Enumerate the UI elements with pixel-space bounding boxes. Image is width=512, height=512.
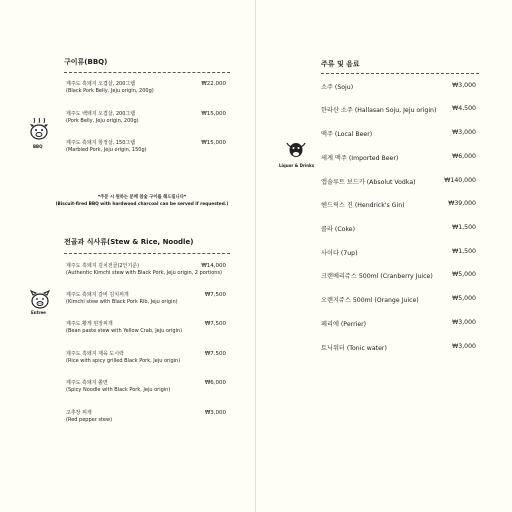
entree-item-price: ₩3,000 bbox=[204, 410, 226, 416]
drink-name: 오렌지쥬스 500ml (Orange Juice) bbox=[321, 297, 419, 304]
drink-price: ₩39,000 bbox=[448, 200, 476, 207]
bbq-divider bbox=[64, 72, 230, 73]
entree-item-desc: (Spicy Noodle with Black Pork, Jeju origin) bbox=[66, 386, 171, 393]
entree-divider bbox=[64, 253, 230, 254]
drink-name: 토닉워터 (Tonic water) bbox=[321, 345, 387, 352]
drink-price: ₩3,000 bbox=[452, 319, 476, 326]
bbq-item bbox=[66, 111, 139, 124]
entree-item bbox=[66, 263, 222, 276]
bbq-item-price: ₩15,000 bbox=[201, 140, 226, 146]
entree-item bbox=[66, 351, 180, 364]
drink-name: 세계 맥주 (Imported Beer) bbox=[321, 155, 399, 162]
bbq-item-price: ₩22,000 bbox=[201, 81, 226, 87]
bbq-note-english: (Biscuit-fired BBQ with hardwood charcoal can be served if requested.) bbox=[55, 202, 229, 207]
entree-item bbox=[66, 321, 182, 334]
drink-name: 크랜베리쥬스 500ml (Cranberry Juice) bbox=[321, 273, 433, 280]
bbq-item-name: 제주도 흑돼지 항정살, 150그램 bbox=[66, 140, 136, 146]
entree-item-price: ₩7,500 bbox=[204, 292, 226, 298]
drink-price: ₩3,000 bbox=[452, 129, 476, 136]
entree-item-name: 제주도 흑돼지 쫄면 bbox=[66, 380, 108, 386]
drink-price: ₩1,500 bbox=[452, 224, 476, 231]
entree-item-desc: (Bean paste stew with Yellow Crab, Jeju origin) bbox=[66, 327, 183, 334]
bbq-item bbox=[66, 81, 154, 94]
drinks-section-title: 주류 및 음료 bbox=[321, 60, 360, 68]
drink-price: ₩140,000 bbox=[444, 177, 476, 184]
drink-name: 앱솔루트 보드카 (Absolut Vodka) bbox=[321, 179, 416, 186]
drinks-icon-label: Liquor & Drinks bbox=[279, 163, 315, 168]
entree-item bbox=[66, 292, 178, 305]
bbq-section-title: 구이류(BBQ) bbox=[64, 58, 108, 66]
entree-section-title: 전골과 식사류(Stew & Rice, Noodle) bbox=[64, 238, 194, 246]
entree-item-name: 제주도 흑돼지 제육 도시락 bbox=[66, 351, 124, 357]
bbq-pig-icon bbox=[28, 117, 50, 145]
bbq-item-desc: (Marbled Pork, Jeju origin, 150g) bbox=[66, 146, 147, 153]
bbq-item-desc: (Pork Belly, Jeju origin, 200g) bbox=[66, 117, 139, 124]
entree-item-price: ₩7,500 bbox=[204, 321, 226, 327]
drink-name: 한라산 소주 (Hallasan Soju, Jeju origin) bbox=[321, 107, 437, 114]
bbq-icon-label: BBQ bbox=[33, 144, 43, 149]
drink-name: 맥주 (Local Beer) bbox=[321, 131, 373, 138]
drink-name: 콜라 (Coke) bbox=[321, 226, 356, 233]
drink-price: ₩3,000 bbox=[452, 343, 476, 350]
entree-item bbox=[66, 410, 112, 423]
bbq-item-name: 제주도 흑돼지 오겹살, 200그램 bbox=[66, 81, 136, 87]
drink-price: ₩6,000 bbox=[452, 153, 476, 160]
drink-price: ₩5,000 bbox=[452, 295, 476, 302]
entree-item-price: ₩7,500 bbox=[204, 351, 226, 357]
bbq-item bbox=[66, 140, 147, 153]
bbq-note-korean: *주문 시 원하는 분께 참숯 구이를 해드립니다* bbox=[97, 195, 187, 200]
drink-price: ₩3,000 bbox=[452, 82, 476, 89]
entree-item-name: 제주도 흑돼지 김치전골(2인기준) bbox=[66, 263, 140, 269]
drink-name: 소주 (Soju) bbox=[321, 84, 354, 91]
drinks-bull-icon bbox=[285, 139, 307, 163]
drinks-divider bbox=[321, 73, 479, 74]
bbq-item-name: 제주도 백돼지 오겹살, 200그램 bbox=[66, 111, 136, 117]
entree-item bbox=[66, 380, 170, 393]
drink-price: ₩1,500 bbox=[452, 248, 476, 255]
entree-item-desc: (Rice with spicy grilled Black Pork, Jeju origin) bbox=[66, 357, 181, 364]
entree-item-desc: (Red pepper stew) bbox=[66, 416, 113, 423]
drink-price: ₩4,500 bbox=[452, 105, 476, 112]
drink-name: 사이다 (7up) bbox=[321, 250, 358, 257]
entree-item-desc: (Authentic Kimchi stew with Black Pork, Jeju origin, 2 portions) bbox=[66, 269, 223, 276]
entree-icon-label: Entree bbox=[31, 310, 46, 315]
entree-item-price: ₩14,000 bbox=[201, 263, 226, 269]
drink-name: 페리에 (Perrier) bbox=[321, 321, 367, 328]
drink-price: ₩5,000 bbox=[452, 271, 476, 278]
entree-item-price: ₩6,000 bbox=[204, 380, 226, 386]
drink-name: 헨드릭스 진 (Hendrick's Gin) bbox=[321, 202, 405, 209]
entree-item-name: 제주도 흑돼지 갈비 김치찌개 bbox=[66, 292, 129, 298]
entree-item-name: 고추장 찌개 bbox=[66, 410, 92, 416]
entree-item-name: 제주도 황게 된장찌개 bbox=[66, 321, 113, 327]
bbq-item-price: ₩15,000 bbox=[201, 111, 226, 117]
bbq-item-desc: (Black Pork Belly, Jeju origin, 200g) bbox=[66, 87, 154, 94]
entree-item-desc: (Kimchi stew with Black Pork Rib, Jeju origin) bbox=[66, 298, 178, 305]
